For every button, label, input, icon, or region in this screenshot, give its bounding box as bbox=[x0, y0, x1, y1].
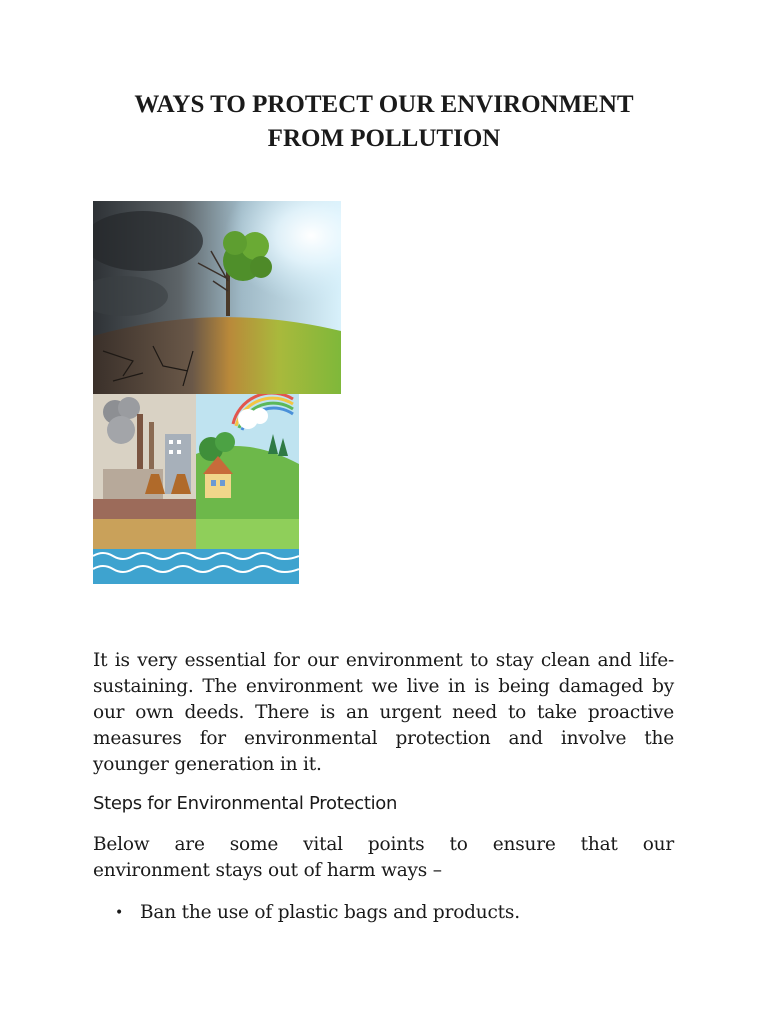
intro-paragraph: It is very essential for our environment to stay clean and life-sustaining. The environment we live in is being damaged by our own deeds. There is an urgent need to take proactive measures for environmental protection and involve the younger generation in it. bbox=[93, 650, 674, 775]
steps-list bbox=[93, 900, 674, 926]
list-item-text: Ban the use of plastic bags and products. bbox=[140, 902, 520, 923]
steps-intro-line-1: Below are some vital points to ensure that our bbox=[93, 834, 674, 855]
earth-tree-image bbox=[93, 201, 341, 394]
section-heading: Steps for Environmental Protection bbox=[93, 793, 398, 814]
title-line-2: FROM POLLUTION bbox=[267, 125, 501, 152]
steps-intro-paragraph bbox=[93, 832, 674, 884]
title-line-1: WAYS TO PROTECT OUR ENVIRONMENT bbox=[134, 91, 634, 118]
list-item bbox=[93, 900, 674, 926]
bullet-marker: • bbox=[115, 905, 124, 921]
document-title bbox=[60, 88, 708, 156]
steps-intro-line-2: environment stays out of harm ways – bbox=[93, 860, 442, 881]
industry-eco-illustration bbox=[93, 394, 299, 584]
